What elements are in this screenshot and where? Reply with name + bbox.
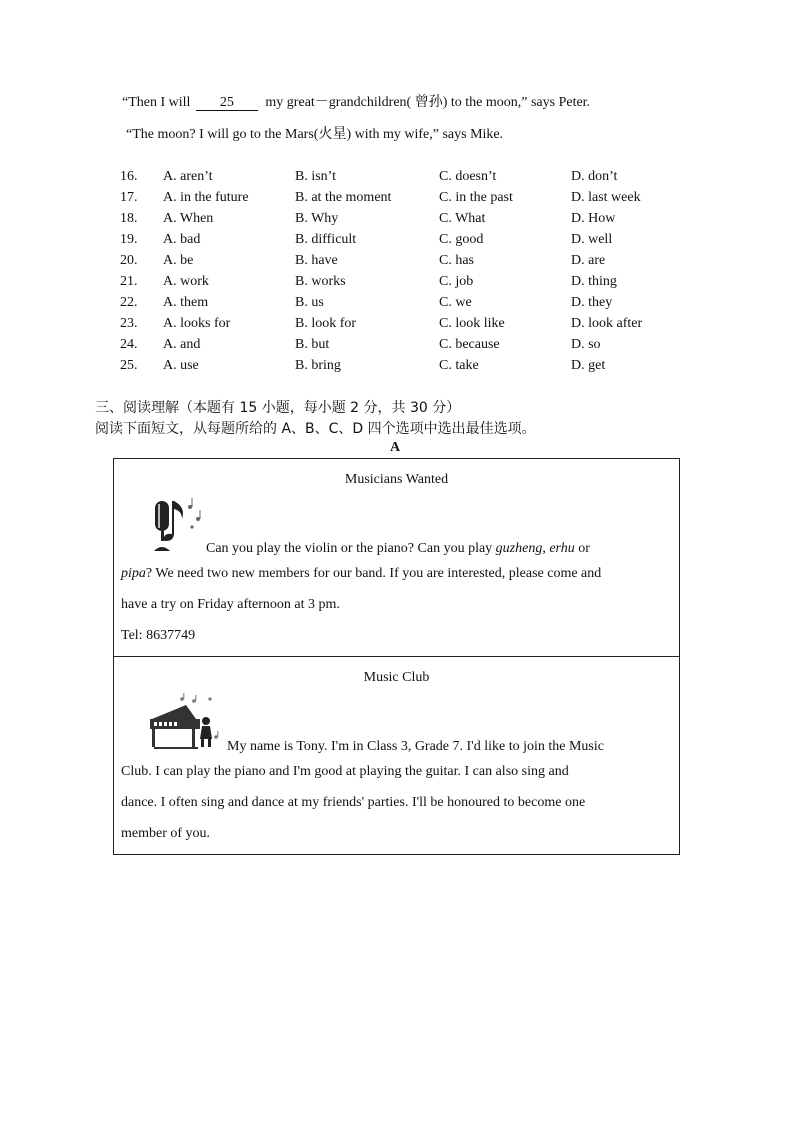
section-instruction: 阅读下面短文，从每题所给的 A、B、C、D 四个选项中选出最佳选项。 <box>95 421 536 437</box>
option-c[interactable]: C. job <box>439 274 474 289</box>
question-number: 23. <box>120 316 138 331</box>
option-d[interactable]: D. well <box>571 232 613 247</box>
option-b[interactable]: B. at the moment <box>295 190 392 205</box>
option-c[interactable]: C. we <box>439 295 472 310</box>
option-b[interactable]: B. works <box>295 274 346 289</box>
microphone-music-note-icon <box>146 495 210 555</box>
section-heading: 三、阅读理解（本题有 15 小题，每小题 2 分，共 30 分） <box>95 400 461 416</box>
ad1-line-2 <box>121 566 601 582</box>
question-row <box>0 295 794 315</box>
option-c[interactable]: C. because <box>439 337 500 352</box>
musicians-wanted-box <box>113 458 680 657</box>
option-a[interactable]: A. When <box>163 211 214 226</box>
option-b[interactable]: B. Why <box>295 211 339 226</box>
option-d[interactable]: D. so <box>571 337 601 352</box>
ad1-line-1-text: Can you play the violin or the piano? Can you play <box>206 541 493 556</box>
ad1-telephone: Tel: 8637749 <box>121 628 196 643</box>
option-d[interactable]: D. thing <box>571 274 617 289</box>
question-row <box>0 358 794 378</box>
question-row <box>0 211 794 231</box>
option-d[interactable]: D. get <box>571 358 606 373</box>
music-club-title: Music Club <box>363 670 430 685</box>
option-b[interactable]: B. look for <box>295 316 357 331</box>
option-d[interactable]: D. How <box>571 211 616 226</box>
option-b[interactable]: B. have <box>295 253 338 268</box>
ad1-line-3: have a try on Friday afternoon at 3 pm. <box>121 597 340 612</box>
option-b[interactable]: B. us <box>295 295 324 310</box>
question-number: 25. <box>120 358 138 373</box>
option-b[interactable]: B. difficult <box>295 232 357 247</box>
question-row <box>0 274 794 294</box>
question-row <box>0 169 794 189</box>
pipa-text: pipa <box>121 566 146 581</box>
question-row <box>0 337 794 357</box>
intro-line-1-start: “Then I will <box>122 95 191 110</box>
option-a[interactable]: A. in the future <box>163 190 249 205</box>
question-row <box>0 190 794 210</box>
question-number: 17. <box>120 190 138 205</box>
option-b[interactable]: B. but <box>295 337 330 352</box>
erhu-text: erhu <box>549 541 575 556</box>
question-row <box>0 253 794 273</box>
option-b[interactable]: B. isn’t <box>295 169 336 184</box>
option-d[interactable]: D. they <box>571 295 613 310</box>
ad2-line-1: My name is Tony. I'm in Class 3, Grade 7. I'd like to join the Music <box>227 739 604 754</box>
option-a[interactable]: A. them <box>163 295 209 310</box>
option-c[interactable]: C. take <box>439 358 479 373</box>
passage-letter: A <box>390 440 401 455</box>
question-number: 22. <box>120 295 138 310</box>
question-row <box>0 316 794 336</box>
question-number: 24. <box>120 337 138 352</box>
ad1-line-2-text: ? We need two new members for our band. If you are interested, please come and <box>145 566 602 581</box>
option-d[interactable]: D. don’t <box>571 169 618 184</box>
option-a[interactable]: A. aren’t <box>163 169 213 184</box>
question-number: 16. <box>120 169 138 184</box>
ad2-line-3: dance. I often sing and dance at my friends' parties. I'll be honoured to become one <box>121 795 586 810</box>
or-text: or <box>578 541 590 556</box>
option-d[interactable]: D. are <box>571 253 606 268</box>
guzheng-text: guzheng <box>495 541 543 556</box>
option-b[interactable]: B. bring <box>295 358 341 373</box>
option-c[interactable]: C. in the past <box>439 190 513 205</box>
question-number: 21. <box>120 274 138 289</box>
intro-line-2: “The moon? I will go to the Mars(火星) with my wife,” says Mike. <box>126 127 504 142</box>
option-d[interactable]: D. last week <box>571 190 641 205</box>
option-c[interactable]: C. look like <box>439 316 505 331</box>
intro-line-1 <box>122 91 590 111</box>
option-c[interactable]: C. doesn’t <box>439 169 497 184</box>
piano-player-icon <box>146 693 226 753</box>
question-number: 18. <box>120 211 138 226</box>
musicians-wanted-title: Musicians Wanted <box>344 472 449 487</box>
intro-line-1-end: my great－grandchildren( 曾孙) to the moon,” says Peter. <box>265 95 591 110</box>
option-c[interactable]: C. good <box>439 232 484 247</box>
option-c[interactable]: C. What <box>439 211 486 226</box>
music-club-box <box>113 656 680 855</box>
ad2-line-4: member of you. <box>121 826 211 841</box>
option-a[interactable]: A. looks for <box>163 316 231 331</box>
option-a[interactable]: A. use <box>163 358 199 373</box>
question-row <box>0 232 794 252</box>
blank-25[interactable]: 25 <box>196 95 258 111</box>
ad1-line-1 <box>206 541 590 557</box>
question-number: 19. <box>120 232 138 247</box>
question-number: 20. <box>120 253 138 268</box>
option-d[interactable]: D. look after <box>571 316 643 331</box>
option-a[interactable]: A. bad <box>163 232 201 247</box>
option-a[interactable]: A. work <box>163 274 209 289</box>
option-c[interactable]: C. has <box>439 253 474 268</box>
option-a[interactable]: A. be <box>163 253 194 268</box>
comma-text: , <box>542 541 546 556</box>
ad2-line-2: Club. I can play the piano and I'm good at playing the guitar. I can also sing and <box>121 764 569 779</box>
option-a[interactable]: A. and <box>163 337 201 352</box>
